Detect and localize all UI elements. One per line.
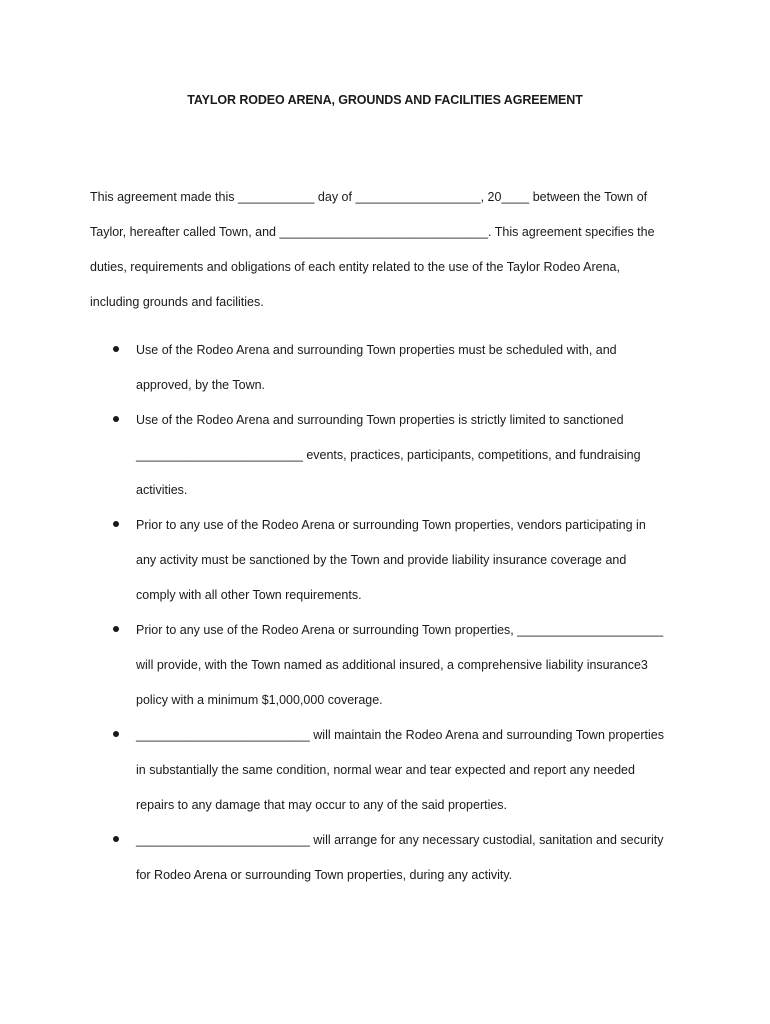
bullet-line: repairs to any damage that may occur to any of the said properties. — [136, 798, 508, 812]
bullet-line: approved, by the Town. — [136, 378, 266, 392]
bullet-line: ________________________ events, practices, participants, competitions, and fundraising — [136, 448, 641, 462]
terms-bullet-list — [90, 337, 690, 897]
bullet-line: _________________________ will arrange for any necessary custodial, sanitation and security — [136, 833, 664, 847]
bullet-item-custodial — [90, 827, 690, 897]
bullet-icon — [113, 346, 119, 352]
bullet-line: in substantially the same condition, normal wear and tear expected and report any needed — [136, 763, 635, 777]
bullet-item-sanctioned-use — [90, 407, 690, 512]
bullet-item-vendor-insurance — [90, 512, 690, 617]
bullet-icon — [113, 731, 119, 737]
bullet-icon — [113, 836, 119, 842]
intro-line: duties, requirements and obligations of each entity related to the use of the Taylor Rodeo Arena, — [90, 260, 620, 274]
document-title: TAYLOR RODEO ARENA, GROUNDS AND FACILITIES AGREEMENT — [187, 93, 583, 107]
bullet-line: _________________________ will maintain the Rodeo Arena and surrounding Town properties — [136, 728, 664, 742]
bullet-line: will provide, with the Town named as additional insured, a comprehensive liability insurance3 — [136, 658, 648, 672]
bullet-item-maintenance — [90, 722, 690, 827]
bullet-line: activities. — [136, 483, 188, 497]
bullet-line: Prior to any use of the Rodeo Arena or surrounding Town properties, _____________________ — [136, 623, 664, 637]
intro-line: This agreement made this ___________ day of __________________, 20____ between the Town of — [90, 190, 648, 204]
bullet-line: for Rodeo Arena or surrounding Town properties, during any activity. — [136, 868, 513, 882]
bullet-icon — [113, 416, 119, 422]
bullet-item-liability-policy — [90, 617, 690, 722]
bullet-icon — [113, 521, 119, 527]
bullet-line: Prior to any use of the Rodeo Arena or surrounding Town properties, vendors participating in — [136, 518, 646, 532]
bullet-line: any activity must be sanctioned by the Town and provide liability insurance coverage and — [136, 553, 627, 567]
bullet-line: comply with all other Town requirements. — [136, 588, 362, 602]
bullet-item-scheduling — [90, 337, 690, 407]
intro-line: including grounds and facilities. — [90, 295, 264, 309]
intro-line: Taylor, hereafter called Town, and ______________________________. This agreement specifies the — [90, 225, 655, 239]
bullet-line: Use of the Rodeo Arena and surrounding Town properties must be scheduled with, and — [136, 343, 617, 357]
bullet-line: policy with a minimum $1,000,000 coverage. — [136, 693, 383, 707]
bullet-icon — [113, 626, 119, 632]
bullet-line: Use of the Rodeo Arena and surrounding Town properties is strictly limited to sanctioned — [136, 413, 624, 427]
intro-paragraph — [90, 184, 680, 324]
